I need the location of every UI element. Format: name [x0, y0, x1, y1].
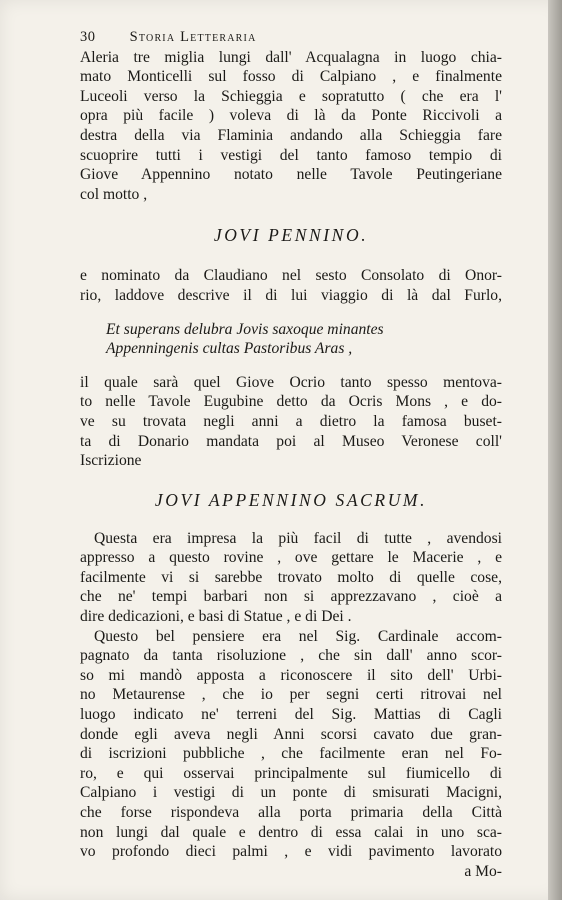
text-line: mato Monticelli sul fosso di Calpiano , e finalmente	[80, 68, 502, 86]
text-line: col motto ,	[80, 185, 148, 203]
text-line: Questo bel pensiere era nel Sig. Cardinale accom-	[94, 627, 502, 645]
verse-quotation	[80, 320, 502, 359]
inscription-heading-2: JOVI APPENNINO SACRUM.	[154, 489, 428, 510]
text-line: Giove Appennino notato nelle Tavole Peutingeriane	[80, 166, 502, 184]
text-line: so mi mandò apposta a riconoscere il sito dell' Urbi-	[80, 666, 502, 684]
inscription-heading-1: JOVI PENNINO.	[213, 225, 369, 246]
text-line: pagnato da tanta risoluzione , che sin dall' anno scor-	[80, 647, 502, 665]
text-line: appresso a questo rovine , ove gettare le Macerie , e	[80, 549, 502, 567]
text-line: luogo indicato ne' terreni del Sig. Mattias di Cagli	[80, 706, 502, 724]
paragraph-4	[80, 529, 502, 627]
paragraph-5	[80, 627, 502, 862]
page-number: 30	[80, 29, 96, 45]
running-header	[80, 28, 502, 48]
verse-line: Appenningenis cultas Pastoribus Aras ,	[106, 340, 353, 358]
text-line: Questa era impresa la più facil di tutte , avendosi	[94, 529, 502, 547]
text-line: destra della via Flaminia andando alla Schieggia fare	[80, 126, 502, 144]
text-line: donde egli aveva negli Anni scorsi cavato due gran-	[80, 725, 502, 743]
text-line: ve su trovata negli anni a dietro la famosa buset-	[80, 412, 502, 430]
text-line: to nelle Tavole Eugubine detto da Ocris Mons , e do-	[80, 393, 502, 411]
text-line: facilmente vi si sarebbe trovato molto di quelle cose,	[80, 568, 502, 586]
text-line: il quale sarà quel Giove Ocrio tanto spesso mentova-	[80, 373, 502, 391]
text-line: Iscrizione	[80, 452, 142, 470]
text-line: di iscrizioni pubbliche , che facilmente eran nel Fo-	[80, 745, 502, 763]
text-line: non lungi dal quale e dentro di essa calai in uno sca-	[80, 823, 502, 841]
text-line: dire dedicazioni, e basi di Statue , e di Dei .	[80, 608, 352, 626]
paragraph-1	[80, 48, 502, 205]
text-line: no Metaurense , che io per segni certi ritrovai nel	[80, 686, 502, 704]
running-title: Storia Letteraria	[129, 29, 257, 45]
text-line: Calpiano i vestigi di un ponte di smisurati Macigni,	[80, 784, 502, 802]
text-line: scuoprire tutti i vestigi del tanto famoso tempio di	[80, 146, 502, 164]
text-line: Aleria tre miglia lungi dall' Acqualagna in luogo chia-	[80, 48, 502, 66]
verse-line: Et superans delubra Jovis saxoque minantes	[106, 320, 384, 338]
text-column	[80, 28, 502, 881]
text-line: opra più facile ) voleva di là da Ponte Riccivoli a	[80, 107, 502, 125]
text-line: Luceoli verso la Schieggia e sopratutto ( che era l'	[80, 87, 502, 105]
text-line: che ne' tempi barbari non si apprezzavano , cioè a	[80, 588, 502, 606]
text-line: vo profondo dieci palmi , e vidi pavimento lavorato	[80, 843, 502, 861]
text-line: e nominato da Claudiano nel sesto Consolato di Onor-	[80, 267, 502, 285]
catchword: a Mo-	[464, 862, 502, 880]
text-line: rio, laddove descrive il di lui viaggio di là dal Furlo,	[80, 286, 502, 304]
paragraph-3	[80, 373, 502, 471]
text-line: ro, e qui osservai principalmente sul fiumicello di	[80, 764, 502, 782]
text-line: ta di Donario mandata poi al Museo Veronese coll'	[80, 432, 502, 450]
page-edge-shadow	[548, 0, 562, 900]
text-line: che forse rispondeva alla porta primaria della Città	[80, 804, 502, 821]
paragraph-2	[80, 266, 502, 305]
